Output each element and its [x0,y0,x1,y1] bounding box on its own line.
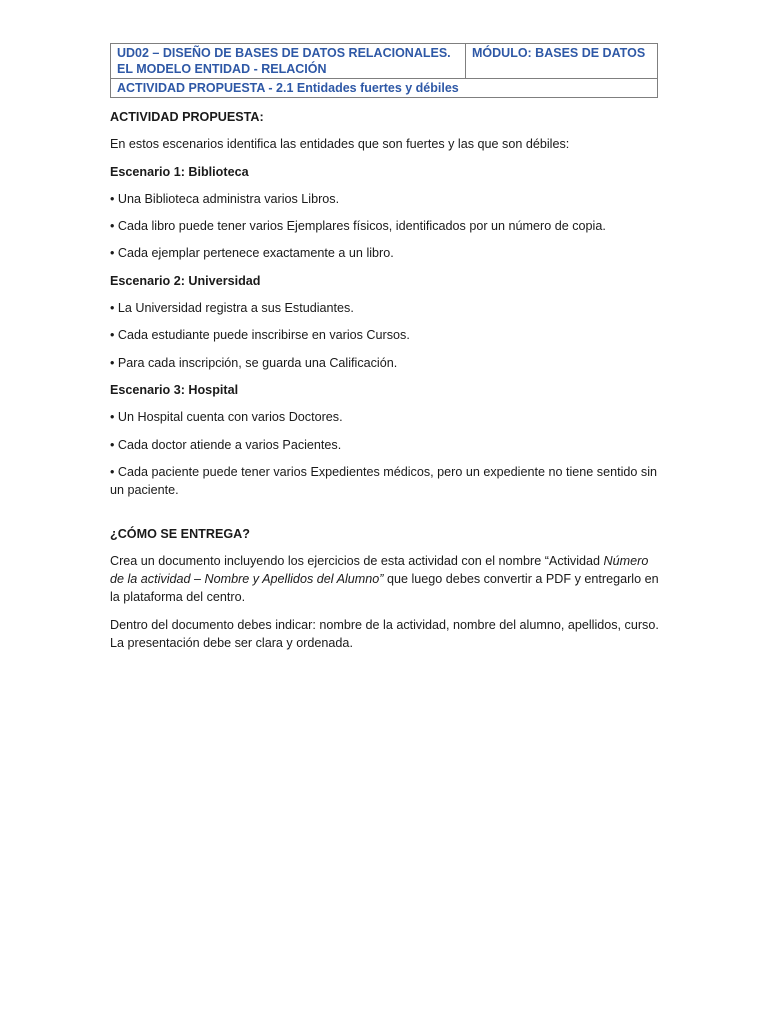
section-spacer [110,508,662,525]
delivery-text-b: que luego debes convertir a PDF y entregarlo en la plataforma del centro. [110,572,659,605]
scenario-3-item: • Cada doctor atiende a varios Pacientes. [110,437,342,452]
scenario-1-item: • Una Biblioteca administra varios Libros. [110,191,340,206]
unit-title: UD02 – DISEÑO DE BASES DE DATOS RELACIONALES. EL MODELO ENTIDAD - RELACIÓN [117,46,451,76]
scenario-3-title: Escenario 3: Hospital [110,382,239,397]
scenario-1-item: • Cada libro puede tener varios Ejemplares físicos, identificados por un número de copia. [110,219,606,234]
delivery-paragraph-1 [110,552,662,606]
delivery-heading: ¿CÓMO SE ENTREGA? [110,527,250,542]
activity-heading: ACTIVIDAD PROPUESTA: [110,110,264,124]
delivery-paragraph-2: Dentro del documento debes indicar: nombre de la actividad, nombre del alumno, apellidos, curso. La presentación debe ser clara y ordenada. [110,617,659,650]
scenario-1-title: Escenario 1: Biblioteca [110,164,249,179]
scenario-1-item: • Cada ejemplar pertenece exactamente a un libro. [110,246,394,261]
intro-text: En estos escenarios identifica las entidades que son fuertes y las que son débiles: [110,137,570,152]
activity-title: ACTIVIDAD PROPUESTA - 2.1 Entidades fuertes y débiles [117,81,459,95]
document-body [110,108,662,661]
module-title: MÓDULO: BASES DE DATOS [472,46,646,60]
delivery-text-italic: Número de la actividad – Nombre y Apellidos del Alumno” [110,554,649,587]
scenario-2-item: • Para cada inscripción, se guarda una Calificación. [110,355,398,370]
module-cell [466,44,658,79]
scenario-2-item: • Cada estudiante puede inscribirse en varios Cursos. [110,328,410,343]
scenario-3-item: • Cada paciente puede tener varios Expedientes médicos, pero un expediente no tiene sentido sin un paciente. [110,464,658,497]
header-table [110,43,658,98]
activity-cell [111,79,658,98]
scenario-2-item: • La Universidad registra a sus Estudiantes. [110,301,354,316]
scenario-3-item: • Un Hospital cuenta con varios Doctores. [110,410,343,425]
scenario-2-title: Escenario 2: Universidad [110,273,261,288]
unit-title-cell [111,44,466,79]
delivery-text-a: Crea un documento incluyendo los ejercicios de esta actividad con el nombre “Actividad [110,554,604,569]
